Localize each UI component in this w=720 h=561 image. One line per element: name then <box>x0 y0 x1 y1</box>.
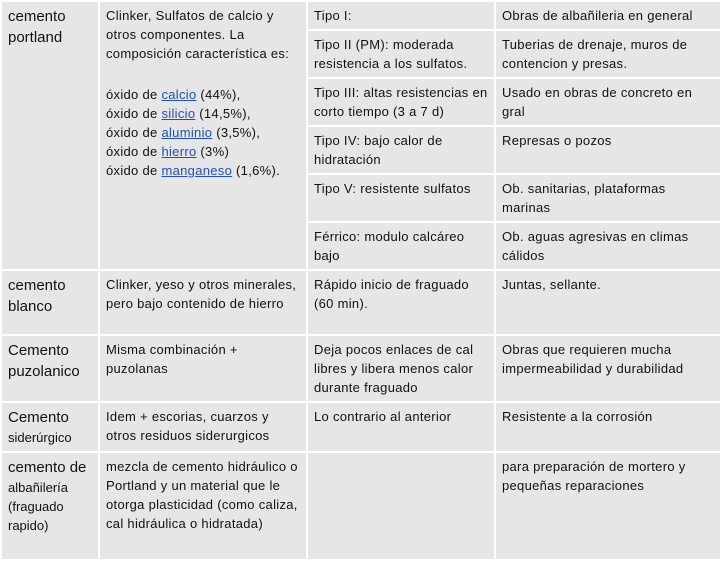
use-blanco: Juntas, sellante. <box>495 270 720 335</box>
portland-type-6: Férrico: modulo calcáreo bajo <box>307 222 495 270</box>
oxide-item: óxido de silicio (14,5%), <box>106 106 251 121</box>
composition-siderurgico: Idem + escorias, cuarzos y otros residuos siderurgicos <box>99 402 307 452</box>
oxide-link-manganeso[interactable]: manganeso <box>161 163 233 178</box>
portland-type-3: Tipo III: altas resistencias en corto tiempo (3 a 7 d) <box>307 78 495 126</box>
oxide-link-calcio[interactable]: calcio <box>161 87 197 102</box>
cement-name-siderurgico: Cemento siderúrgico <box>1 402 99 452</box>
table-row <box>1 402 720 452</box>
use-albanileria: para preparación de mortero y pequeñas reparaciones <box>495 452 720 560</box>
table-row <box>1 270 720 335</box>
portland-use-1: Obras de albañileria en general <box>495 1 720 30</box>
portland-use-2: Tuberias de drenaje, muros de contencion y presas. <box>495 30 720 78</box>
cement-name-portland: cemento portland <box>1 1 99 270</box>
composition-intro: Clinker, Sulfatos de calcio y otros componentes. La composición característica es: <box>106 8 290 61</box>
portland-use-4: Represas o pozos <box>495 126 720 174</box>
use-siderurgico: Resistente a la corrosión <box>495 402 720 452</box>
composition-blanco: Clinker, yeso y otros minerales, pero bajo contenido de hierro <box>99 270 307 335</box>
cement-name-puzolanico: Cemento puzolanico <box>1 335 99 402</box>
oxide-item: óxido de manganeso (1,6%). <box>106 163 281 178</box>
table-row <box>1 452 720 560</box>
portland-use-6: Ob. aguas agresivas en climas cálidos <box>495 222 720 270</box>
portland-type-1: Tipo I: <box>307 1 495 30</box>
portland-use-3: Usado en obras de concreto en gral <box>495 78 720 126</box>
oxide-list <box>106 85 300 180</box>
portland-type-2: Tipo II (PM): moderada resistencia a los sulfatos. <box>307 30 495 78</box>
property-albanileria <box>307 452 495 560</box>
oxide-item: óxido de calcio (44%), <box>106 87 241 102</box>
cement-name-blanco: cemento blanco <box>1 270 99 335</box>
table-row <box>1 1 720 30</box>
composition-puzolanico: Misma combinación + puzolanas <box>99 335 307 402</box>
property-puzolanico: Deja pocos enlaces de cal libres y libera menos calor durante fraguado <box>307 335 495 402</box>
oxide-item: óxido de hierro (3%) <box>106 144 230 159</box>
portland-type-4: Tipo IV: bajo calor de hidratación <box>307 126 495 174</box>
use-puzolanico: Obras que requieren mucha impermeabilidad y durabilidad <box>495 335 720 402</box>
portland-use-5: Ob. sanitarias, plataformas marinas <box>495 174 720 222</box>
property-blanco: Rápido inicio de fraguado (60 min). <box>307 270 495 335</box>
oxide-link-aluminio[interactable]: aluminio <box>161 125 213 140</box>
composition-portland <box>99 1 307 270</box>
portland-type-5: Tipo V: resistente sulfatos <box>307 174 495 222</box>
oxide-link-silicio[interactable]: silicio <box>161 106 196 121</box>
property-siderurgico: Lo contrario al anterior <box>307 402 495 452</box>
oxide-item: óxido de aluminio (3,5%), <box>106 125 261 140</box>
table-row <box>1 335 720 402</box>
oxide-link-hierro[interactable]: hierro <box>161 144 197 159</box>
cement-name-albanileria: cemento de albañilería (fraguado rapido) <box>1 452 99 560</box>
composition-albanileria: mezcla de cemento hidráulico o Portland y un material que le otorga plasticidad (como caliza, cal hidráulica o hidratada) <box>99 452 307 560</box>
